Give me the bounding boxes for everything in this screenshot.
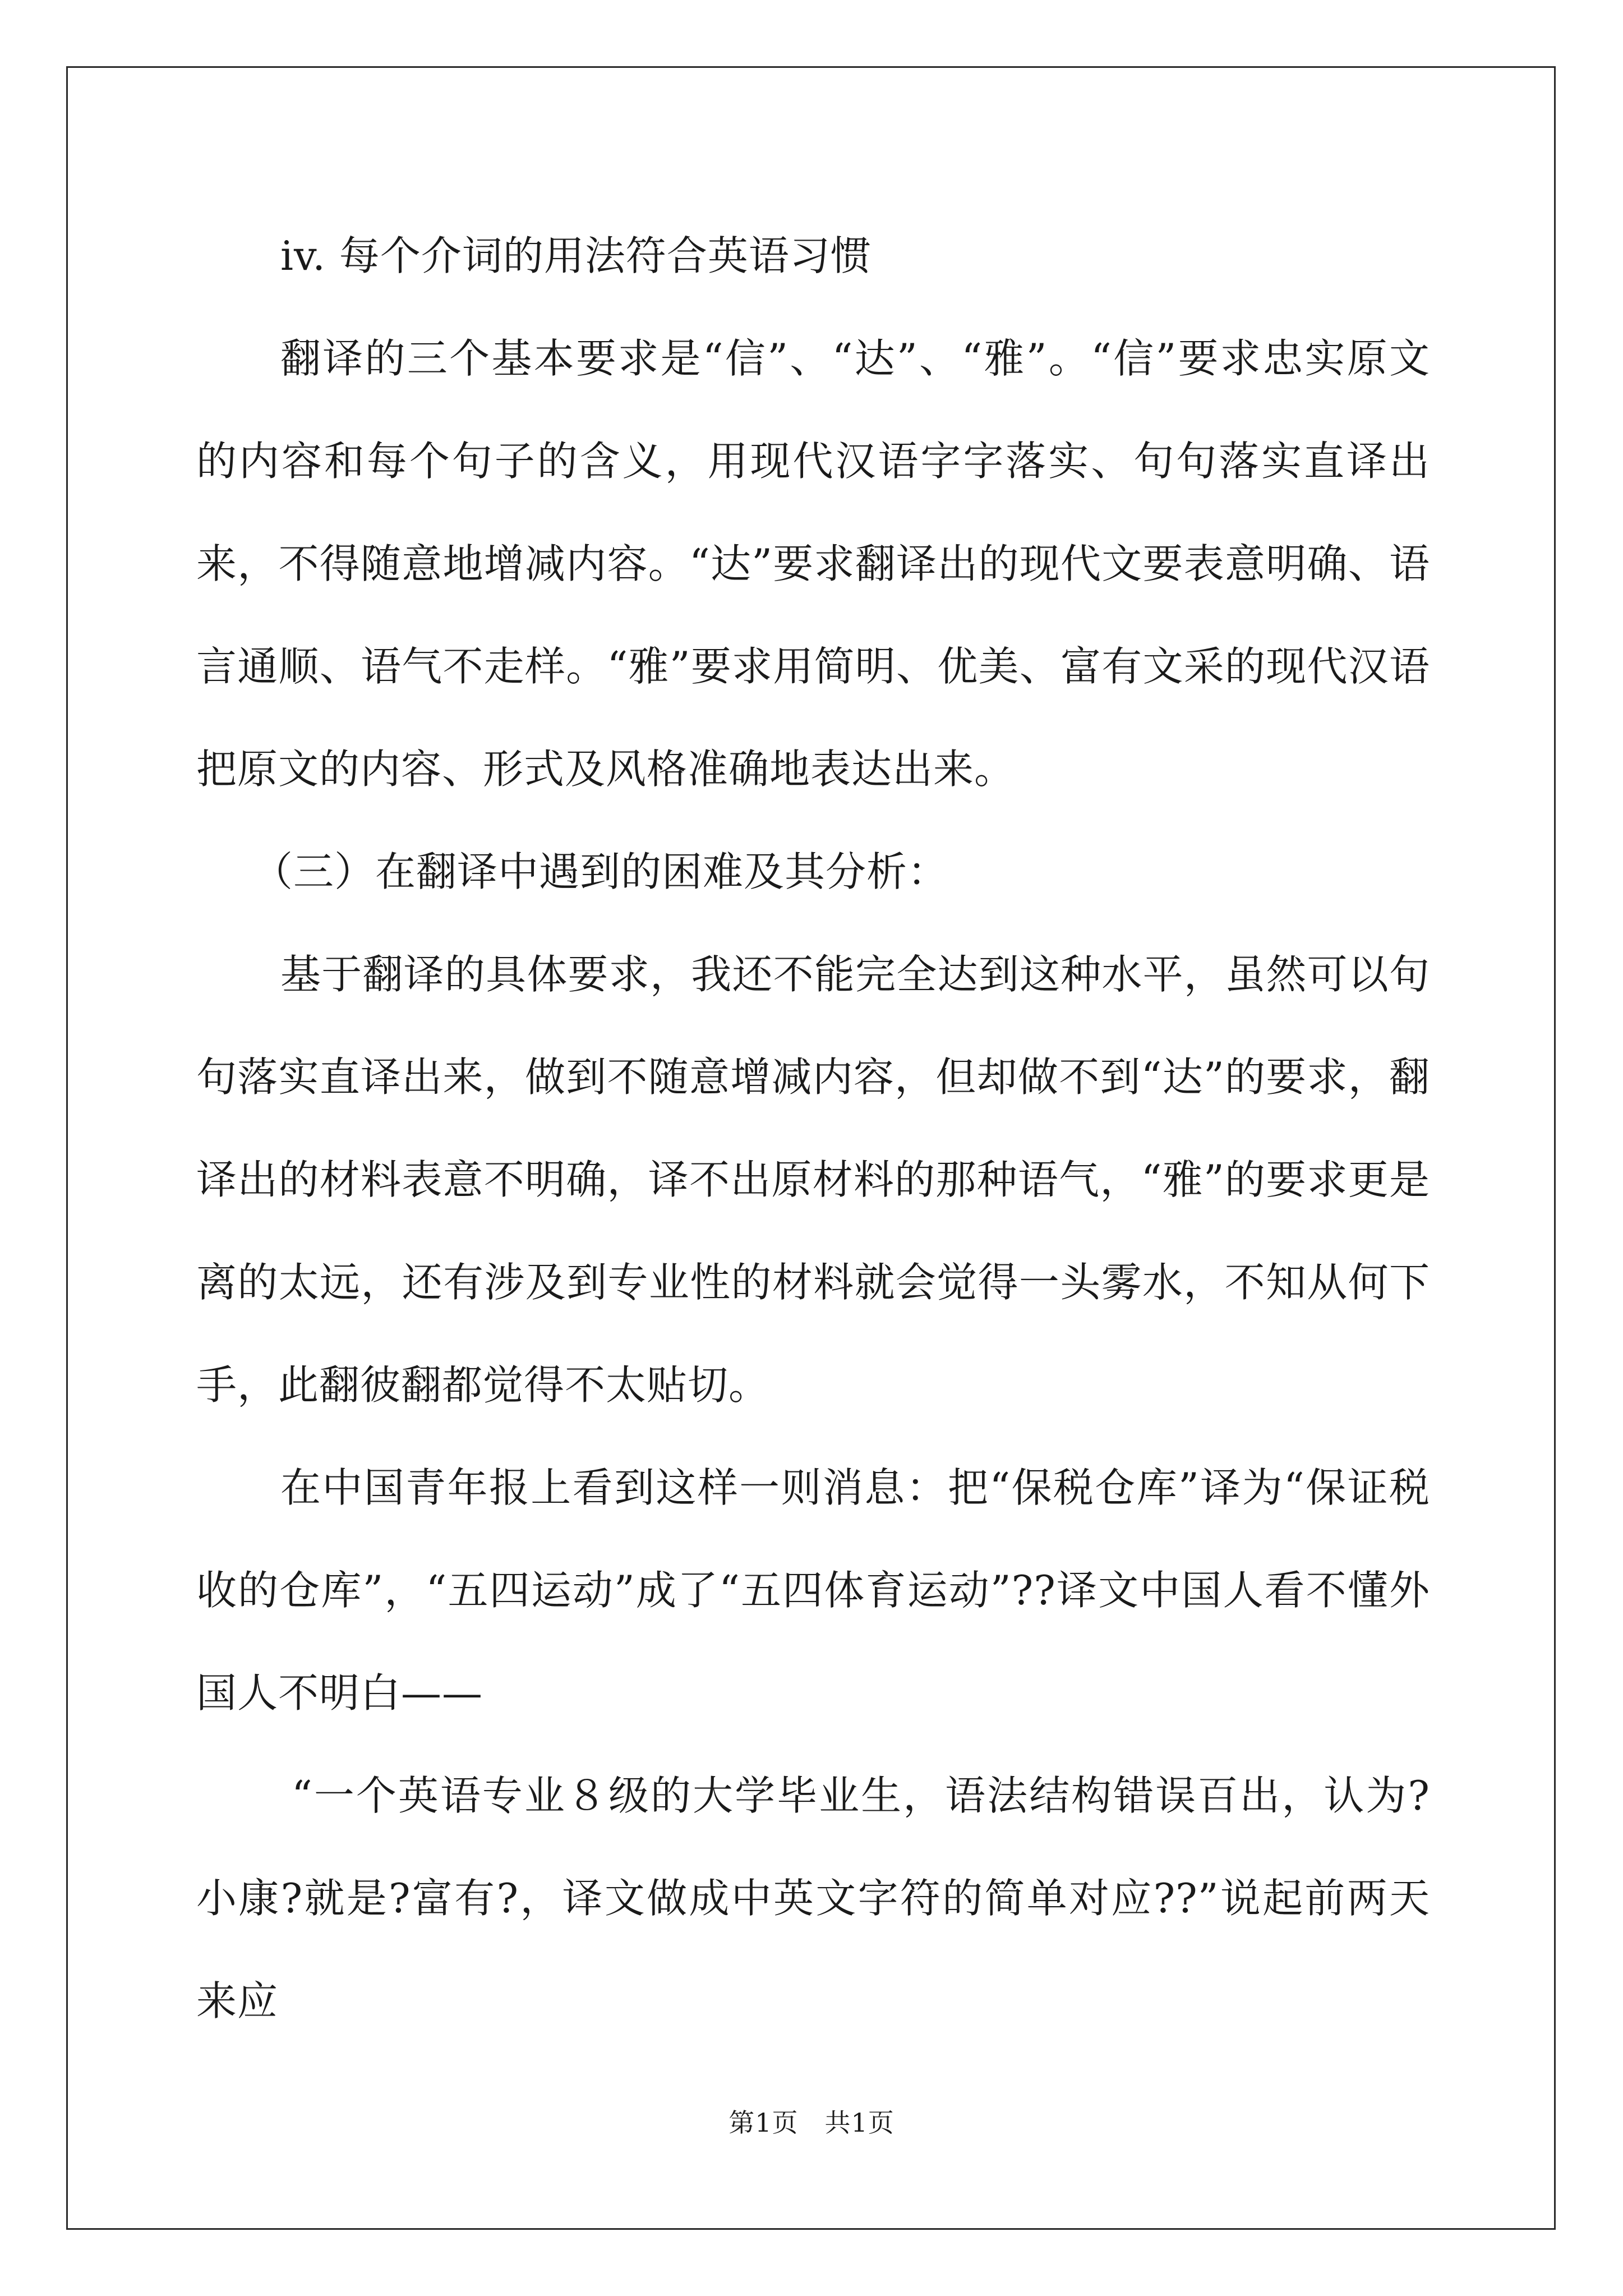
page-number-footer: 第1页 共1页 (728, 2108, 895, 2138)
paragraph-translation-requirements: 翻译的三个基本要求是“信”、“达”、“雅”。“信”要求忠实原文的内容和每个句子的含义，用现代汉语字字落实、句句落实直译出来，不得随意地增减内容。“达”要求翻译出的现代文要表意明确、语言通顺、语气不走样。“雅”要求用简明、优美、富有文采的现代汉语把原文的内容、形式及风格准确地表达出来。 (196, 335, 1430, 793)
paragraph-difficulties: 基于翻译的具体要求，我还不能完全达到这种水平，虽然可以句句落实直译出来，做到不随意增减内容，但却做不到“达”的要求，翻译出的材料表意不明确，译不出原材料的那种语气，“雅”的要求更是离的太远，还有涉及到专业性的材料就会觉得一头雾水，不知从何下手，此翻彼翻都觉得不太贴切。 (196, 951, 1430, 1409)
section-heading-difficulties: （三）在翻译中遇到的困难及其分析： (252, 848, 949, 895)
paragraph-quote: “一个英语专业８级的大学毕业生，语法结构错误百出，认为?小康?就是?富有?，译文做成中英文字符的简单对应??”说起前两天来应 (196, 1772, 1430, 2024)
paragraph-news-example: 在中国青年报上看到这样一则消息：把“保税仓库”译为“保证税收的仓库”，“五四运动”成了“五四体育运动”??译文中国人看不懂外国人不明白—— (196, 1464, 1430, 1717)
document-body (196, 205, 1430, 2053)
paragraph-heading-iv: iv. 每个介词的用法符合英语习惯 (280, 232, 872, 279)
